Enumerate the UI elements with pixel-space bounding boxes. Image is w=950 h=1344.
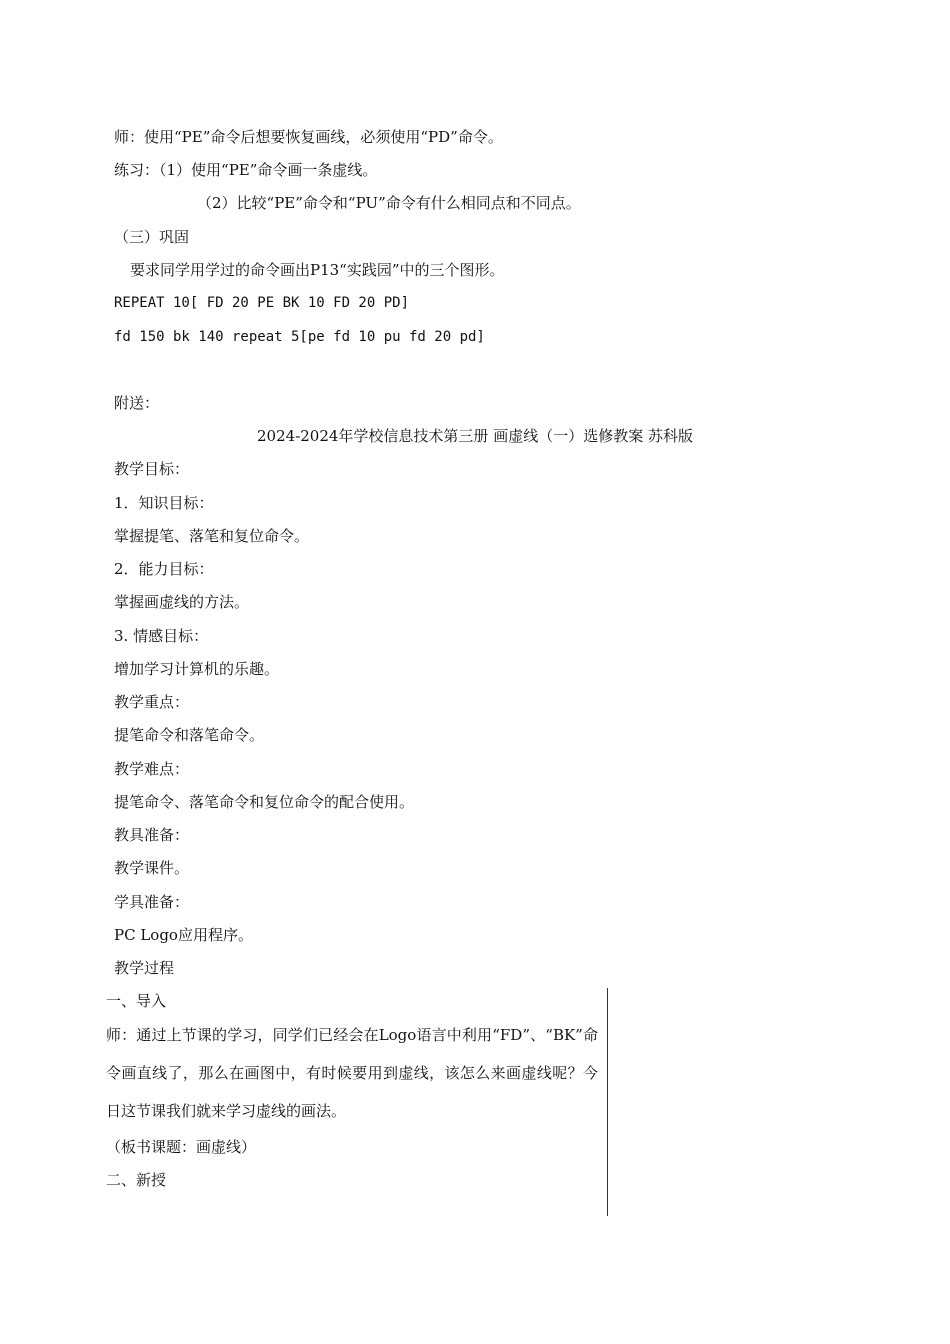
lesson-plan-title: 2024-2024年学校信息技术第三册 画虚线（一）选修教案 苏科版 [257, 427, 693, 445]
key-point-text: 提笔命令和落笔命令。 [114, 726, 265, 744]
student-materials-heading: 学具准备： [114, 893, 190, 911]
difficulty-text: 提笔命令、落笔命令和复位命令的配合使用。 [114, 793, 415, 811]
ability-goal: 2．能力目标： [114, 560, 214, 578]
intro-paragraph: 师：通过上节课的学习，同学们已经会在Logo语言中利用“FD”、“BK”命令画直线了，那么在画图中，有时候要用到虚线，该怎么来画虚线呢？今日这节课我们就来学习虚线的画法。 [106, 1026, 598, 1120]
teacher-note: 师：使用“PE”命令后想要恢复画线，必须使用“PD”命令。 [114, 128, 503, 146]
section-heading-consolidate: （三）巩固 [114, 228, 190, 246]
ability-goal-text: 掌握画虚线的方法。 [114, 593, 250, 611]
exercise-2: （2）比较“PE”命令和“PU”命令有什么相同点和不同点。 [197, 194, 581, 212]
student-materials-text: PC Logo应用程序。 [114, 926, 253, 944]
key-point-heading: 教学重点： [114, 693, 190, 711]
knowledge-goal: 1．知识目标： [114, 494, 214, 512]
difficulty-heading: 教学难点： [114, 760, 190, 778]
objective-heading: 教学目标： [114, 460, 190, 478]
emotion-goal: 3. 情感目标： [114, 627, 209, 645]
exercise-1: 练习：（1）使用“PE”命令画一条虚线。 [114, 161, 378, 179]
board-title-note: （板书课题：画虚线） [106, 1138, 257, 1156]
table-column-divider [607, 988, 608, 1216]
intro-heading: 一、导入 [106, 992, 167, 1010]
emotion-goal-text: 增加学习计算机的乐趣。 [114, 660, 280, 678]
practice-instruction: 要求同学用学过的命令画出P13“实践园”中的三个图形。 [130, 261, 505, 279]
code-line-1: REPEAT 10[ FD 20 PE BK 10 FD 20 PD] [114, 295, 410, 311]
process-heading: 教学过程 [114, 959, 175, 977]
appendix-label: 附送： [114, 394, 160, 412]
knowledge-goal-text: 掌握提笔、落笔和复位命令。 [114, 527, 310, 545]
teacher-materials-text: 教学课件。 [114, 859, 190, 877]
teacher-materials-heading: 教具准备： [114, 826, 190, 844]
code-line-2: fd 150 bk 140 repeat 5[pe fd 10 pu fd 20 pd] [114, 329, 485, 345]
new-lesson-heading: 二、新授 [106, 1171, 167, 1189]
